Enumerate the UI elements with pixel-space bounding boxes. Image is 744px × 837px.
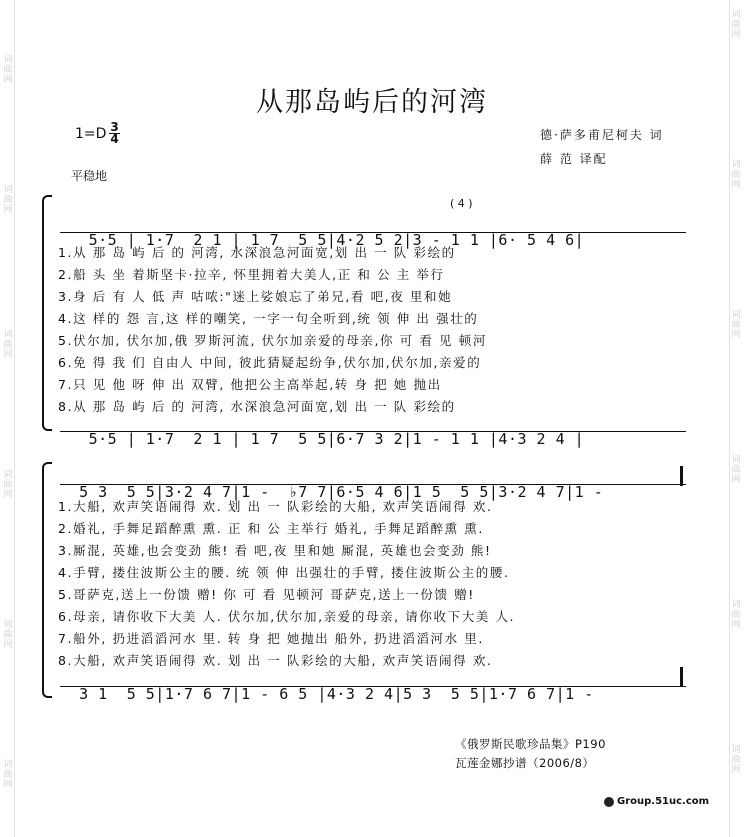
lyric-verse: 1.大船, 欢声笑语闹得 欢. 划 出 一 队彩绘的大船, 欢声笑语闹得 欢. [58, 499, 493, 514]
translator-credit: 薛 范 译配 [540, 152, 608, 166]
lyric-verse: 4.手臂, 搂住波斯公主的腰. 统 领 伸 出强壮的手臂, 搂住波斯公主的腰. [58, 565, 510, 580]
watermark-glyph: 词 曲 网 [3, 330, 13, 360]
melody-notes: 5 3 5 5|3·2 4 7|1 - ♭7 7|6·5 4 6|1 5 5 5|3·2 4 7|1 - [79, 483, 604, 501]
beam-underline [60, 484, 686, 485]
bass-notes: 3 1 5 5|1·7 6 7|1 - 6 5 |4·3 2 4|5 3 5 5|1·7 6 7|1 - [79, 685, 594, 703]
bass-line [60, 667, 686, 703]
lyric-verse: 6.母亲, 请你收下大美 人. 伏尔加,伏尔加,亲爱的母亲, 请你收下大美 人. [58, 609, 516, 624]
beam-underline [60, 686, 686, 687]
lyric-verse: 3.身 后 有 人 低 声 咕哝:"迷上娑娘忘了弟兄,看 吧,夜 里和她 [58, 289, 453, 304]
watermark-glyph: 词 曲 网 [731, 310, 741, 340]
lyricist-credit: 德·萨多甫尼柯夫 词 [540, 128, 664, 142]
key-signature [75, 122, 120, 145]
system-bracket [42, 195, 52, 431]
site-watermark [604, 796, 709, 807]
lyric-verse: 5.哥萨克,送上一份馈 赠! 你 可 看 见顿河 哥萨克,送上一份馈 赠! [58, 587, 475, 602]
bass-line [60, 412, 686, 448]
lyric-verse: 2.婚礼, 手舞足蹈醉熏 熏. 正 和 公 主举行 婚礼, 手舞足蹈醉熏 熏. [58, 521, 484, 536]
watermark-glyph: 词 曲 网 [3, 55, 13, 85]
tempo-marking: 平稳地 [71, 169, 108, 183]
watermark-glyph: 词 曲 网 [3, 470, 13, 500]
lyric-verse: 1.从 那 岛 屿 后 的 河湾, 水深浪急河面宽,划 出 一 队 彩绘的 [58, 245, 456, 260]
site-logo-icon [604, 797, 614, 807]
melody-line [60, 213, 686, 249]
right-margin-strip [729, 0, 744, 837]
system-bracket [42, 462, 52, 698]
watermark-glyph: 词 曲 网 [731, 455, 741, 485]
lyric-verse: 5.伏尔加, 伏尔加,俄 罗斯河流, 伏尔加亲爱的母亲,你 可 看 见 顿河 [58, 333, 487, 348]
lyric-verse: 7.只 见 他 呀 伸 出 双臂, 他把公主高举起,转 身 把 她 抛出 [58, 377, 442, 392]
watermark-glyph: 词 曲 网 [3, 620, 13, 650]
lyric-verse: 8.从 那 岛 屿 后 的 河湾, 水深浪急河面宽,划 出 一 队 彩绘的 [58, 399, 456, 414]
beam-underline [60, 232, 686, 233]
lyric-verse: 4.这 样的 怨 言,这 样的嘲笑, 一字一句全听到,统 领 伸 出 强壮的 [58, 311, 479, 326]
time-signature [109, 122, 119, 145]
watermark-glyph: 词 曲 网 [731, 600, 741, 630]
melody-notes: 5·5 | 1·7 2 1 | 1 7 5 5|4·2 5 2|3 - 1 1 |6· 5 4 6| [79, 231, 585, 249]
section-marker: ( 4 ) [450, 197, 473, 210]
song-title: 从那岛屿后的河湾 [256, 87, 488, 118]
watermark-glyph: 词 曲 网 [3, 185, 13, 215]
lyric-verse: 3.厮混, 英雄,也会变劲 熊! 看 吧,夜 里和她 厮混, 英雄也会变劲 熊! [58, 543, 492, 558]
site-mark-text: Group.51uc.com [617, 796, 710, 807]
time-denominator: 4 [110, 132, 119, 146]
source-citation: 《俄罗斯民歌珍品集》P190 [455, 737, 606, 751]
watermark-glyph: 词 曲 网 [731, 745, 741, 775]
bass-notes: 5·5 | 1·7 2 1 | 1 7 5 5|6·7 3 2|1 - 1 1 |4·3 2 4 | [79, 430, 585, 448]
watermark-glyph: 词 曲 网 [3, 760, 13, 790]
final-barline [680, 667, 683, 687]
final-barline [680, 466, 683, 486]
lyric-verse: 7.船外, 扔进滔滔河水 里. 转 身 把 她抛出 船外, 扔进滔滔河水 里. [58, 631, 484, 646]
left-margin-strip [0, 0, 15, 837]
time-numerator: 3 [110, 120, 119, 134]
watermark-glyph: 词 曲 网 [731, 10, 741, 40]
lyric-verse: 6.免 得 我 们 自由人 中间, 彼此猜疑起纷争,伏尔加,伏尔加,亲爱的 [58, 355, 482, 370]
transcriber-credit: 瓦莲金娜抄谱（2006/8） [455, 756, 595, 770]
melody-line [60, 465, 686, 501]
lyric-verse: 8.大船, 欢声笑语闹得 欢. 划 出 一 队彩绘的大船, 欢声笑语闹得 欢. [58, 653, 493, 668]
beam-underline [60, 431, 686, 432]
lyric-verse: 2.船 头 坐 着斯坚卡·拉辛, 怀里拥着大美人,正 和 公 主 举行 [58, 267, 445, 282]
watermark-glyph: 词 曲 网 [731, 160, 741, 190]
key-label: 1=D [75, 125, 107, 142]
